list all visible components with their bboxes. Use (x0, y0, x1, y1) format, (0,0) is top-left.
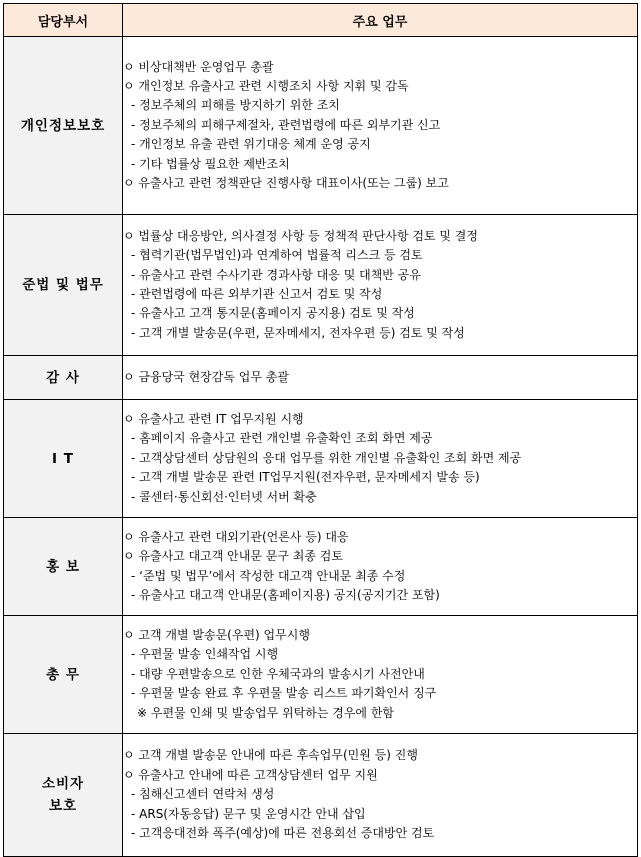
duty-line: - 정보주체의 피해구제절차, 관련법령에 따른 외부기관 신고 (131, 117, 441, 132)
duty-line: - 정보주체의 피해를 방지하기 위한 조치 (131, 98, 340, 113)
dept-name: 감 사 (46, 369, 80, 386)
table-row (4, 400, 638, 518)
duty-line: ㅇ 유출사고 관련 대외기관(언론사 등) 대응 (123, 529, 349, 544)
duty-line: - ‘준법 및 법무’에서 작성한 대고객 안내문 최종 수정 (131, 568, 406, 583)
duty-line: - 유출사고 고객 통지문(홈페이지 공지용) 검토 및 작성 (131, 306, 415, 321)
duty-line: - 고객응대전화 폭주(예상)에 따른 전용회선 증대방안 검토 (131, 826, 435, 841)
duty-line: ㅇ 개인정보 유출사고 관련 시행조치 사항 지휘 및 감독 (123, 78, 409, 93)
table-row (4, 518, 638, 616)
duty-line: - 침해신고센터 연락처 생성 (131, 787, 275, 802)
duty-line: - 홈페이지 유출사고 관련 개인별 유출확인 조회 화면 제공 (131, 431, 433, 446)
duty-line: - 개인정보 유출 관련 위기대응 체계 운영 공지 (131, 137, 371, 152)
dept-cell (4, 356, 123, 400)
duty-line: - 콜센터·통신회선·인터넷 서버 확충 (131, 489, 317, 504)
duty-line: - 우편물 발송 완료 후 우편물 발송 리스트 파기확인서 징구 (131, 686, 437, 701)
dept-cell (4, 400, 123, 518)
dept-cell (4, 518, 123, 616)
dept-name: 소비자 (41, 776, 85, 792)
table-row (4, 215, 638, 356)
duty-line: ㅇ 유출사고 관련 정책판단 진행사항 대표이사(또는 그룹) 보고 (123, 176, 449, 191)
dept-cell (4, 215, 123, 356)
duties-cell (123, 37, 638, 215)
dept-cell (4, 616, 123, 734)
duties-cell (123, 400, 638, 518)
duty-line: ㅇ 유출사고 대고객 안내문 문구 최종 검토 (123, 549, 343, 564)
table-row (4, 356, 638, 400)
duties-table (3, 3, 638, 857)
duty-line: - 유출사고 대고객 안내문(홈페이지용) 공지(공지기간 포함) (131, 587, 440, 602)
duty-line: ㅇ 법률상 대응방안, 의사결정 사항 등 정책적 판단사항 검토 및 결정 (123, 228, 478, 243)
duty-line: - 우편물 발송 인쇄작업 시행 (131, 647, 279, 662)
duties-cell (123, 616, 638, 734)
duty-line: ㅇ 고객 개별 발송문 안내에 따른 후속업무(민원 등) 진행 (123, 748, 418, 763)
duty-line: - 고객 개별 발송문 관련 IT업무지원(전자우편, 문자메세지 발송 등) (131, 470, 480, 485)
duty-line: - ARS(자동응답) 문구 및 운영시간 안내 삽입 (131, 806, 366, 821)
dept-name: 총 무 (46, 666, 80, 683)
duties-cell (123, 518, 638, 616)
duty-line: - 유출사고 관련 수사기관 경과사항 대응 및 대책반 공유 (131, 267, 421, 282)
header-dept: 담당부서 (4, 4, 123, 37)
dept-cell (4, 37, 123, 215)
dept-name: I T (52, 450, 74, 467)
table-row (4, 616, 638, 734)
duties-cell (123, 356, 638, 400)
header-duties: 주요 업무 (123, 4, 638, 37)
table-row (4, 734, 638, 857)
dept-name: 준법 및 법무 (22, 277, 104, 293)
duty-line: ㅇ 유출사고 안내에 따른 고객상담센터 업무 지원 (123, 767, 378, 782)
dept-name: 보호 (48, 798, 78, 814)
duties-cell (123, 734, 638, 857)
duty-line: - 관련법령에 따른 외부기관 신고서 검토 및 작성 (131, 287, 383, 301)
duty-line: ㅇ 고객 개별 발송문(우편) 업무시행 (123, 627, 310, 642)
header-row (4, 4, 638, 37)
dept-name: 홍 보 (46, 558, 80, 575)
duty-line: - 고객 개별 발송문(우편, 문자메세지, 전자우편 등) 검토 및 작성 (131, 325, 465, 340)
duty-line: ㅇ 비상대책반 운영업무 총괄 (123, 59, 274, 74)
duty-line: - 협력기관(법무법인)과 연계하여 법률적 리스크 등 검토 (131, 248, 423, 263)
dept-name: 개인정보보호 (20, 117, 106, 134)
duty-line: ㅇ 금융당국 현장감독 업무 총괄 (123, 369, 289, 384)
duty-line: ※ 우편물 인쇄 및 발송업무 위탁하는 경우에 한함 (137, 705, 395, 720)
duty-line: - 고객상담센터 상담원의 응대 업무를 위한 개인별 유출확인 조회 화면 제공 (131, 450, 522, 465)
table-row (4, 37, 638, 215)
duties-cell (123, 215, 638, 356)
dept-cell (4, 734, 123, 857)
duty-line: - 대량 우편발송으로 인한 우체국과의 발송시기 사전안내 (131, 666, 425, 681)
duty-line: - 기타 법률상 필요한 제반조치 (131, 156, 290, 171)
duty-line: ㅇ 유출사고 관련 IT 업무지원 시행 (123, 411, 304, 426)
